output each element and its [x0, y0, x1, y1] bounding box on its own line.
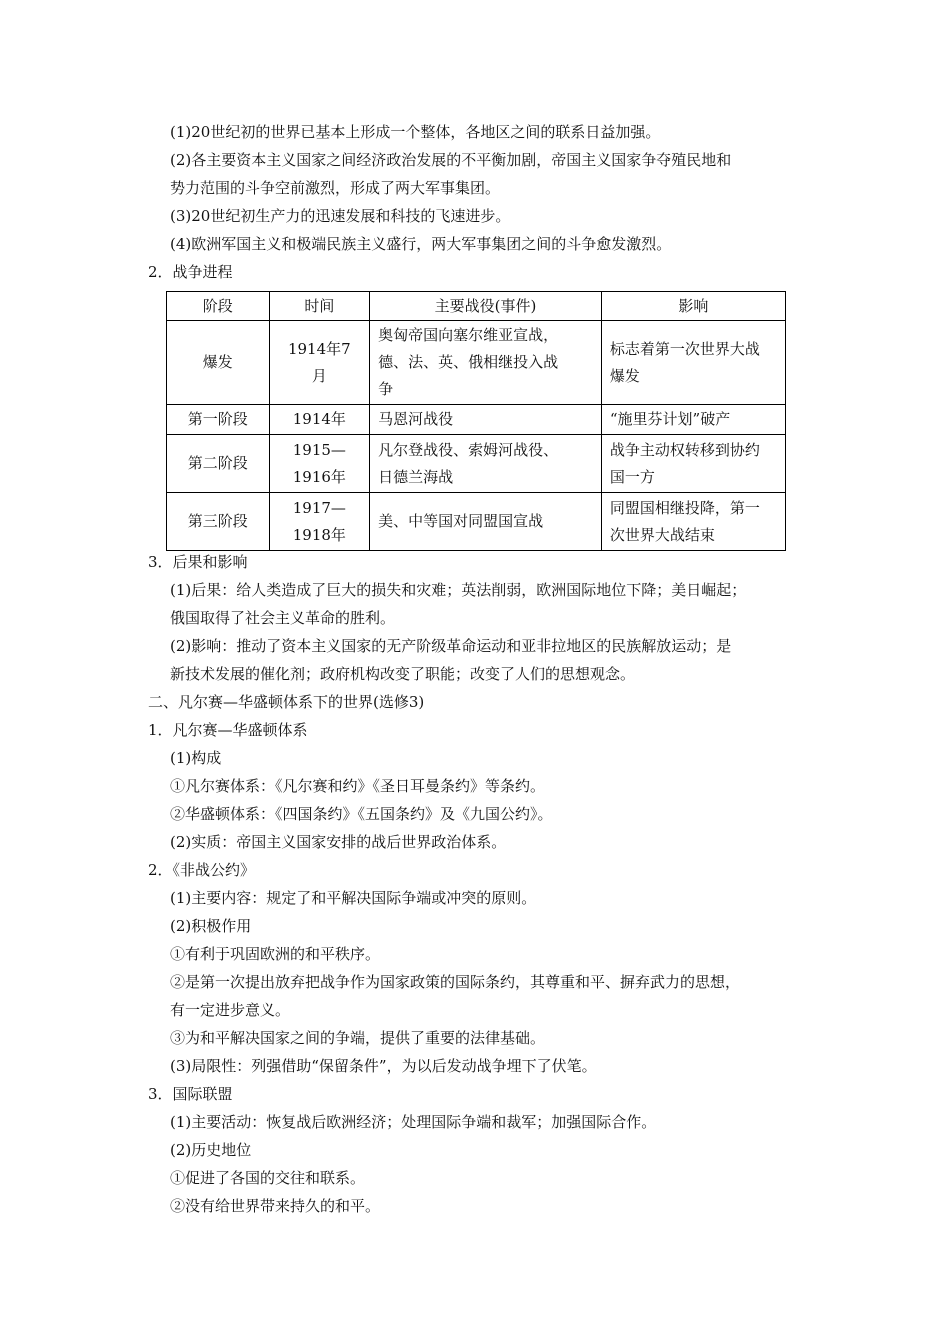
pact-line-1: (1)主要内容：规定了和平解决国际争端或冲突的原则。 — [170, 889, 537, 907]
league-line-1: (1)主要活动：恢复战后欧洲经济；处理国际争端和裁军；加强国际合作。 — [170, 1113, 657, 1131]
cell-time: 1917— 1918年 — [269, 493, 370, 551]
system-heading: 1．凡尔赛—华盛顿体系 — [148, 721, 308, 739]
cause-line-2-cont: 势力范围的斗争空前激烈，形成了两大军事集团。 — [170, 179, 501, 197]
cell-impact: 战争主动权转移到协约 国一方 — [601, 435, 785, 493]
cell-stage: 第三阶段 — [167, 493, 270, 551]
cell-impact: 标志着第一次世界大战 爆发 — [601, 321, 785, 405]
table-row — [167, 321, 786, 405]
table-row — [167, 435, 786, 493]
league-line-3: ①促进了各国的交往和联系。 — [170, 1169, 366, 1187]
cell-impact: “施里芬计划”破产 — [601, 405, 785, 435]
header-time: 时间 — [269, 292, 370, 321]
results-heading: 3．后果和影响 — [148, 553, 248, 571]
progress-heading: 2．战争进程 — [148, 263, 233, 281]
pact-line-2: (2)积极作用 — [170, 917, 252, 935]
section2-heading: 二、凡尔赛—华盛顿体系下的世界(选修3) — [148, 693, 425, 711]
cell-time: 1914年7 月 — [269, 321, 370, 405]
table-row — [167, 493, 786, 551]
system-line-1: (1)构成 — [170, 749, 222, 767]
cell-event: 马恩河战役 — [370, 405, 602, 435]
cell-time: 1914年 — [269, 405, 370, 435]
results-line-1: (1)后果：给人类造成了巨大的损失和灾难；英法削弱，欧洲国际地位下降；美日崛起； — [170, 581, 747, 599]
league-heading: 3．国际联盟 — [148, 1085, 233, 1103]
table-row — [167, 405, 786, 435]
cause-line-3: (3)20世纪初生产力的迅速发展和科技的飞速进步。 — [170, 207, 511, 225]
results-line-4: 新技术发展的催化剂；政府机构改变了职能；改变了人们的思想观念。 — [170, 665, 636, 683]
cause-line-2: (2)各主要资本主义国家之间经济政治发展的不平衡加剧，帝国主义国家争夺殖民地和 — [170, 151, 732, 169]
pact-line-7: (3)局限性：列强借助“保留条件”，为以后发动战争埋下了伏笔。 — [170, 1057, 597, 1075]
pact-line-6: ③为和平解决国家之间的争端，提供了重要的法律基础。 — [170, 1029, 546, 1047]
header-impact: 影响 — [601, 292, 785, 321]
pact-line-3: ①有利于巩固欧洲的和平秩序。 — [170, 945, 381, 963]
results-line-3: (2)影响：推动了资本主义国家的无产阶级革命运动和亚非拉地区的民族解放运动；是 — [170, 637, 732, 655]
cell-event: 奥匈帝国向塞尔维亚宣战， 德、法、英、俄相继投入战 争 — [370, 321, 602, 405]
system-line-4: (2)实质：帝国主义国家安排的战后世界政治体系。 — [170, 833, 507, 851]
pact-line-4: ②是第一次提出放弃把战争作为国家政策的国际条约，其尊重和平、摒弃武力的思想， — [170, 973, 741, 991]
cell-impact: 同盟国相继投降，第一 次世界大战结束 — [601, 493, 785, 551]
cell-stage: 第一阶段 — [167, 405, 270, 435]
war-progress-table — [166, 291, 786, 551]
league-line-2: (2)历史地位 — [170, 1141, 252, 1159]
cell-event: 美、中等国对同盟国宣战 — [370, 493, 602, 551]
cause-line-1: (1)20世纪初的世界已基本上形成一个整体，各地区之间的联系日益加强。 — [170, 123, 661, 141]
cell-event: 凡尔登战役、索姆河战役、 日德兰海战 — [370, 435, 602, 493]
pact-line-5: 有一定进步意义。 — [170, 1001, 291, 1019]
results-line-2: 俄国取得了社会主义革命的胜利。 — [170, 609, 396, 627]
header-stage: 阶段 — [167, 292, 270, 321]
cell-stage: 第二阶段 — [167, 435, 270, 493]
league-line-4: ②没有给世界带来持久的和平。 — [170, 1197, 381, 1215]
system-line-3: ②华盛顿体系：《四国条约》《五国条约》及《九国公约》。 — [170, 805, 553, 823]
cell-time: 1915— 1916年 — [269, 435, 370, 493]
header-event: 主要战役(事件) — [370, 292, 602, 321]
system-line-2: ①凡尔赛体系：《凡尔赛和约》《圣日耳曼条约》等条约。 — [170, 777, 546, 795]
table-header-row — [167, 292, 786, 321]
cause-line-4: (4)欧洲军国主义和极端民族主义盛行，两大军事集团之间的斗争愈发激烈。 — [170, 235, 672, 253]
cell-stage: 爆发 — [167, 321, 270, 405]
pact-heading: 2．《非战公约》 — [148, 861, 256, 879]
